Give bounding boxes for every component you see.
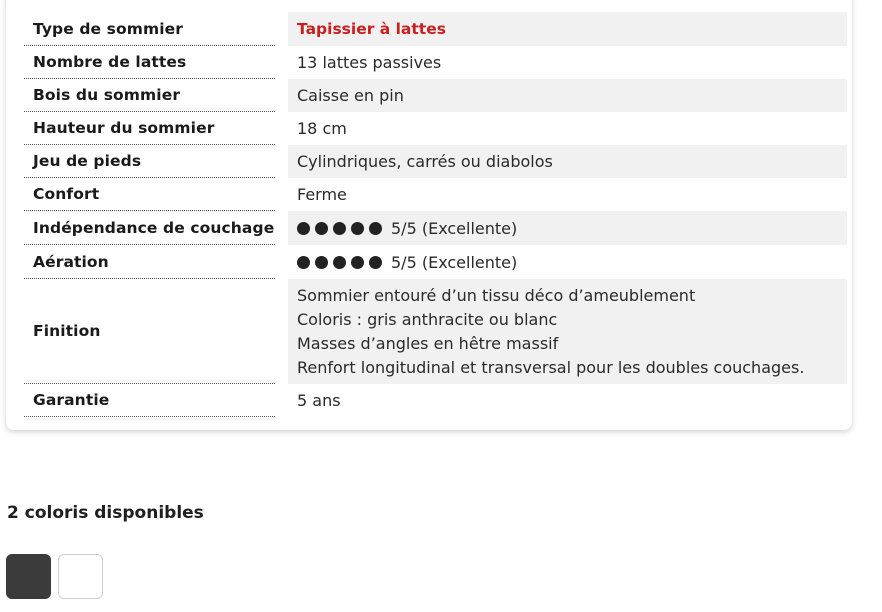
rating-dot-icon — [333, 222, 346, 235]
spec-value — [288, 211, 847, 245]
spec-row-bois — [24, 79, 847, 112]
spec-value — [288, 279, 847, 384]
spec-label: Hauteur du sommier — [24, 112, 275, 145]
rating-text: 5/5 (Excellente) — [391, 218, 518, 238]
colors-title: 2 coloris disponibles — [7, 503, 204, 523]
spec-value: 13 lattes passives — [297, 53, 442, 72]
rating-text: 5/5 (Excellente) — [391, 252, 518, 272]
rating-dot-icon — [369, 222, 382, 235]
spec-row-hauteur — [24, 112, 847, 145]
spec-value: Cylindriques, carrés ou diabolos — [288, 145, 847, 178]
finition-line: Renfort longitudinal et transversal pour les doubles couchages. — [297, 357, 805, 377]
rating-dots — [297, 256, 387, 269]
spec-label: Aération — [24, 245, 275, 279]
spec-label: Finition — [24, 279, 275, 384]
spec-label: Indépendance de couchage — [24, 211, 275, 245]
rating-dot-icon — [369, 256, 382, 269]
spec-row-type — [24, 12, 847, 46]
finition-line: Coloris : gris anthracite ou blanc — [297, 309, 558, 329]
color-swatch-blanc[interactable] — [58, 554, 103, 599]
finition-line: Sommier entouré d’un tissu déco d’ameublement — [297, 285, 696, 305]
spec-row-lattes — [24, 46, 847, 79]
spec-row-confort — [24, 178, 847, 211]
rating-dot-icon — [315, 256, 328, 269]
rating-dot-icon — [333, 256, 346, 269]
spec-label: Bois du sommier — [24, 79, 275, 112]
spec-value: Tapissier à lattes — [288, 12, 847, 46]
spec-label: Nombre de lattes — [24, 46, 275, 79]
rating-dot-icon — [297, 256, 310, 269]
spec-row-aeration — [24, 245, 847, 279]
spec-label: Confort — [24, 178, 275, 211]
spec-value — [288, 245, 847, 279]
spec-value: 18 cm — [297, 119, 347, 138]
spec-label: Jeu de pieds — [24, 145, 275, 178]
spec-label: Garantie — [24, 384, 275, 417]
spec-row-pieds — [24, 145, 847, 178]
spec-value: Ferme — [297, 185, 347, 204]
spec-row-finition — [24, 279, 847, 384]
rating-dot-icon — [351, 256, 364, 269]
spec-value: 5 ans — [297, 391, 341, 410]
spec-row-garantie — [24, 384, 847, 417]
rating-dots — [297, 222, 387, 235]
spec-label: Type de sommier — [24, 12, 275, 46]
spec-value: Caisse en pin — [288, 79, 847, 112]
spec-card — [6, 0, 852, 430]
rating-dot-icon — [315, 222, 328, 235]
color-swatch-anthracite[interactable] — [6, 554, 51, 599]
rating-dot-icon — [351, 222, 364, 235]
finition-line: Masses d’angles en hêtre massif — [297, 333, 559, 353]
rating-dot-icon — [297, 222, 310, 235]
spec-row-independance — [24, 211, 847, 245]
